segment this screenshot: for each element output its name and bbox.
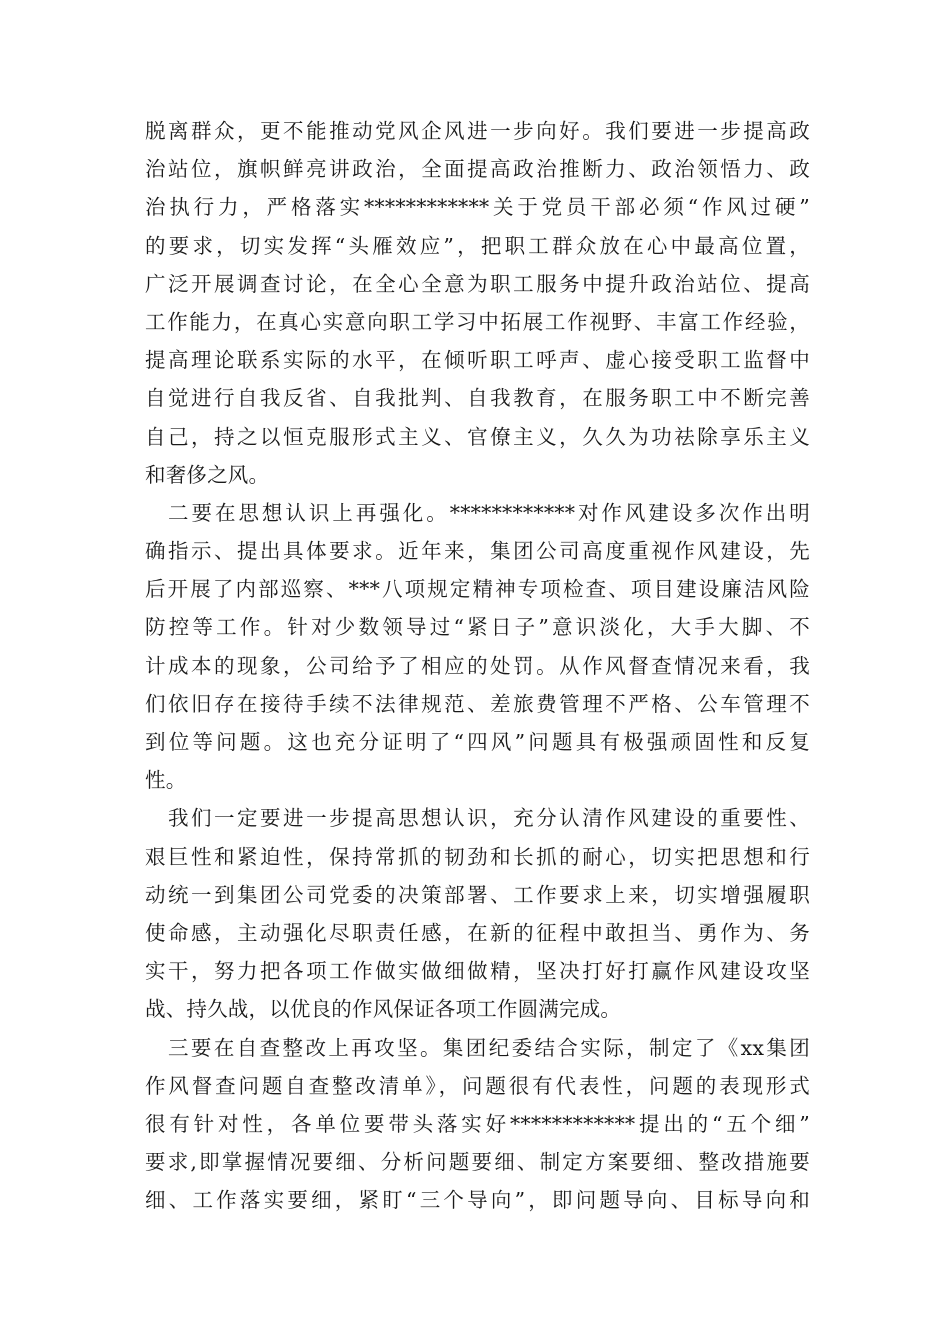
text-line: 治执行力，严格落实************关于党员干部必须“作风过硬” bbox=[145, 195, 810, 220]
paragraph-2 bbox=[145, 494, 810, 800]
text-line: 脱离群众，更不能推动党风企风进一步向好。我们要进一步提高政 bbox=[145, 119, 810, 143]
text-line: 要求,即掌握情况要细、分析问题要细、制定方案要细、整改措施要 bbox=[145, 1150, 810, 1175]
text-line: 治站位，旗帜鲜亮讲政治，全面提高政治推断力、政治领悟力、政 bbox=[145, 157, 810, 182]
text-line: 到位等问题。这也充分证明了“四风”问题具有极强顽固性和反复 bbox=[145, 730, 810, 754]
text-line: 实干，努力把各项工作做实做细做精，坚决打好打赢作风建设攻坚 bbox=[145, 959, 810, 984]
paragraph-4 bbox=[145, 1029, 810, 1220]
text-line: 艰巨性和紧迫性，保持常抓的韧劲和长抓的耐心，切实把思想和行 bbox=[145, 844, 810, 869]
text-line: 后开展了内部巡察、***八项规定精神专项检查、项目建设廉洁风险 bbox=[145, 577, 810, 602]
document-page bbox=[145, 112, 810, 1219]
text-line: 自觉进行自我反省、自我批判、自我教育，在服务职工中不断完善 bbox=[145, 386, 810, 411]
text-line: 作风督查问题自查整改清单》，问题很有代表性，问题的表现形式 bbox=[145, 1073, 810, 1098]
text-line: 的要求，切实发挥“头雁效应”，把职工群众放在心中最高位置， bbox=[145, 233, 810, 258]
text-line: 战、持久战，以优良的作风保证各项工作圆满完成。 bbox=[145, 997, 622, 1022]
text-line: 防控等工作。针对少数领导过“紧日子”意识淡化，大手大脚、不 bbox=[145, 615, 810, 640]
text-line: 确指示、提出具体要求。近年来，集团公司高度重视作风建设，先 bbox=[145, 539, 810, 564]
text-line: 提高理论联系实际的水平，在倾听职工呼声、虚心接受职工监督中 bbox=[145, 348, 810, 373]
paragraph-1 bbox=[145, 112, 810, 494]
text-line: 性。 bbox=[145, 768, 187, 793]
text-line: 动统一到集团公司党委的决策部署、工作要求上来，切实增强履职 bbox=[145, 882, 810, 907]
text-line: 细、工作落实要细，紧盯“三个导向”，即问题导向、目标导向和 bbox=[145, 1188, 810, 1213]
paragraph-3 bbox=[145, 799, 810, 1028]
text-line: 工作能力，在真心实意向职工学习中拓展工作视野、丰富工作经验， bbox=[145, 309, 810, 334]
text-line: 二要在思想认识上再强化。************对作风建设多次作出明 bbox=[168, 500, 810, 525]
text-line: 广泛开展调查讨论，在全心全意为职工服务中提升政治站位、提高 bbox=[145, 271, 810, 296]
text-line: 我们一定要进一步提高思想认识，充分认清作风建设的重要性、 bbox=[168, 806, 810, 831]
text-line: 三要在自查整改上再攻坚。集团纪委结合实际，制定了《xx集团 bbox=[168, 1035, 810, 1060]
text-line: 使命感，主动强化尽职责任感，在新的征程中敢担当、勇作为、务 bbox=[145, 920, 810, 945]
text-line: 和奢侈之风。 bbox=[145, 462, 270, 487]
text-line: 自己，持之以恒克服形式主义、官僚主义，久久为功祛除享乐主义 bbox=[145, 424, 810, 449]
text-line: 很有针对性，各单位要带头落实好************提出的“五个细” bbox=[145, 1111, 810, 1136]
text-line: 们依旧存在接待手续不法律规范、差旅费管理不严格、公车管理不 bbox=[145, 691, 810, 716]
text-line: 计成本的现象，公司给予了相应的处罚。从作风督查情况来看，我 bbox=[145, 653, 810, 678]
